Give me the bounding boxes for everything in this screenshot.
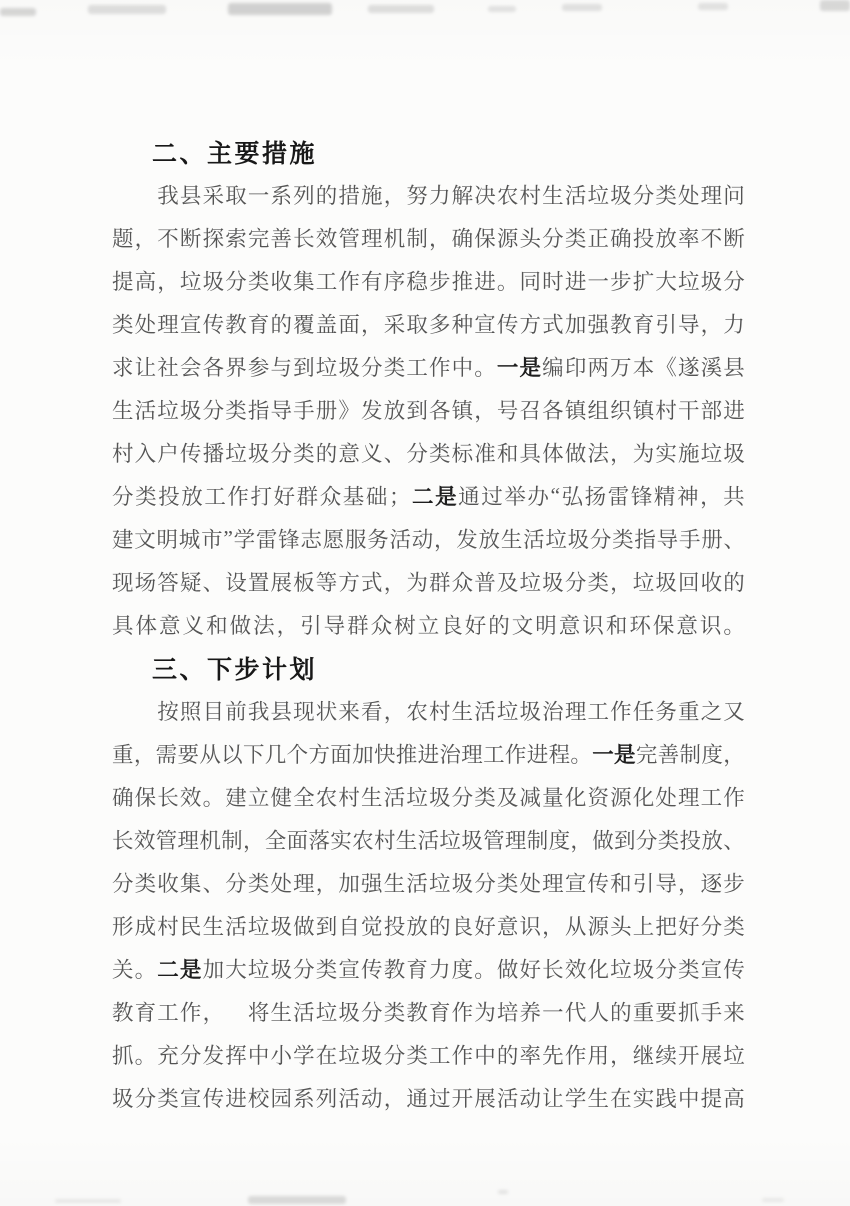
text-line: 题 ， 不 断 探 索 完 善 长 效 管 理 机 制 ， 确 保 源 头 分 类 正 确 投 放 率 不 断 [112,227,745,251]
text-line: 抓 。 充 分 发 挥 中 小 学 在 垃 圾 分 类 工 作 中 的 率 先 作 用 ， 继 续 开 展 垃 [112,1044,745,1068]
scan-artifact [55,1199,121,1203]
section-next-step-plan [112,646,745,1119]
text-line: 分 类 收 集 、 分 类 处 理 ， 加 强 生 活 垃 圾 分 类 处 理 宣 传 和 引 导 ， 逐 步 [112,872,745,896]
text-line: 形 成 村 民 生 活 垃 圾 做 到 自 觉 投 放 的 良 好 意 识 ， 从 源 头 上 把 好 分 类 [112,915,745,939]
text-line: 圾 分 类 宣 传 进 校 园 系 列 活 动 ， 通 过 开 展 活 动 让 学 生 在 实 践 中 提 高 [112,1087,745,1111]
scan-artifact [498,1190,508,1194]
section-main-measures [112,130,745,646]
text-line: 长 效 管 理 机 制 ， 全 面 落 实 农 村 生 活 垃 圾 管 理 制 度 ， 做 到 分 类 投 放 、 [112,829,745,853]
text-line: 提 高 ， 垃 圾 分 类 收 集 工 作 有 序 稳 步 推 进 。 同 时 进 一 步 扩 大 垃 圾 分 [112,270,745,294]
scan-artifact [88,5,166,14]
text-line: 重 ， 需 要 从 以 下 几 个 方 面 加 快 推 进 治 理 工 作 进 程 。 一 是 完 善 制 度 ， [112,743,745,767]
text-line: 分 类 投 放 工 作 打 好 群 众 基 础 ； 二 是 通 过 举 办 “ 弘 扬 雷 锋 精 神 ， 共 [112,483,745,509]
scan-artifact [488,6,516,12]
text-line: 建 文 明 城 市 ” 学 雷 锋 志 愿 服 务 活 动 ， 发 放 生 活 垃 圾 分 类 指 导 手 册 、 [112,526,745,552]
scan-artifact [228,3,332,15]
scan-artifact [698,3,728,10]
scan-artifact [562,4,602,11]
scan-artifact [820,0,850,11]
scan-artifact [248,1196,346,1204]
section-heading: 三、下步计划 [152,655,318,684]
section-body [112,689,745,1119]
section-body [112,173,745,646]
text-line: 村 入 户 传 播 垃 圾 分 类 的 意 义 、 分 类 标 准 和 具 体 做 法 ， 为 实 施 垃 圾 [112,442,745,466]
text-line: 关 。 二 是 加 大 垃 圾 分 类 宣 传 教 育 力 度 。 做 好 长 效 化 垃 圾 分 类 宣 传 [112,958,745,982]
text-line: 教 育 工 作 ， 将 生 活 垃 圾 分 类 教 育 作 为 培 养 一 代 人 的 重 要 抓 手 来 [112,1001,745,1025]
text-line: 按 照 目 前 我 县 现 状 来 看 ， 农 村 生 活 垃 圾 治 理 工 作 任 务 重 之 又 [157,700,745,724]
text-line: 求 让 社 会 各 界 参 与 到 垃 圾 分 类 工 作 中 。 一 是 编 印 两 万 本 《 遂 溪 县 [112,356,745,380]
section-heading: 二、主要措施 [152,139,318,168]
text-line: 生 活 垃 圾 分 类 指 导 手 册 》 发 放 到 各 镇 ， 号 召 各 镇 组 织 镇 村 干 部 进 [112,399,745,423]
scan-artifact [368,5,434,13]
text-line: 现 场 答 疑 、 设 置 展 板 等 方 式 ， 为 群 众 普 及 垃 圾 分 类 ， 垃 圾 回 收 的 [112,571,745,595]
text-line: 类 处 理 宣 传 教 育 的 覆 盖 面 ， 采 取 多 种 宣 传 方 式 加 强 教 育 引 导 ， 力 [112,313,745,337]
document-content [112,130,745,1119]
text-line: 具 体 意 义 和 做 法 ， 引 导 群 众 树 立 良 好 的 文 明 意 识 和 环 保 意 识 。 [112,614,745,638]
text-line: 我 县 采 取 一 系 列 的 措 施 ， 努 力 解 决 农 村 生 活 垃 圾 分 类 处 理 问 [157,184,745,208]
scan-artifact [0,8,36,16]
text-line: 确 保 长 效 。 建 立 健 全 农 村 生 活 垃 圾 分 类 及 减 量 化 资 源 化 处 理 工 作 [112,786,745,810]
scan-artifact [762,1198,784,1202]
